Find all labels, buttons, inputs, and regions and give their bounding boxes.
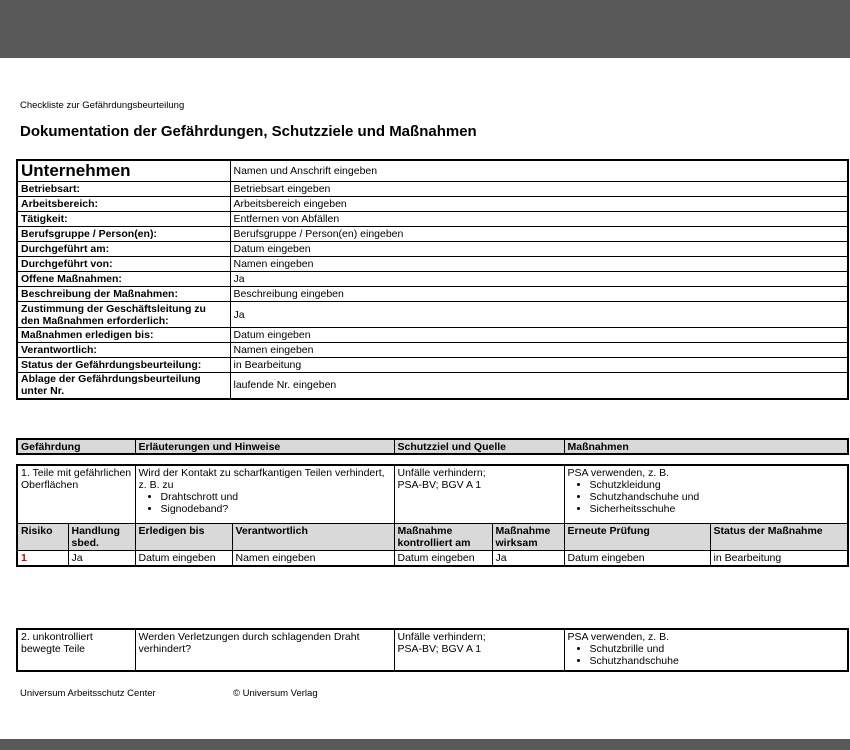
info-row — [17, 287, 848, 302]
company-label: Unternehmen — [17, 160, 230, 182]
value-status[interactable]: in Bearbeitung — [710, 550, 848, 566]
info-key: Verantwortlich: — [17, 343, 230, 358]
hazard-1-measures — [564, 465, 848, 523]
value-handlung[interactable]: Ja — [68, 550, 135, 566]
header-gefaehrdung: Gefährdung — [17, 439, 135, 454]
value-wirksam[interactable]: Ja — [492, 550, 564, 566]
hazard-2-goal — [394, 629, 564, 671]
measure-intro: PSA verwenden, z. B. — [567, 467, 670, 479]
value-erledigen[interactable]: Datum eingeben — [135, 550, 232, 566]
info-row — [17, 212, 848, 227]
page-header: Checkliste zur Gefährdungsbeurteilung — [20, 100, 185, 111]
info-row — [17, 197, 848, 212]
info-row — [17, 242, 848, 257]
hazard-1-explanation — [135, 465, 394, 523]
info-key: Ablage der Gefährdungsbeurteilung unter Nr. — [17, 373, 230, 399]
info-key: Durchgeführt am: — [17, 242, 230, 257]
hazard-1-explanation-list — [139, 491, 391, 515]
hazard-1-goal — [394, 465, 564, 523]
info-key: Offene Maßnahmen: — [17, 272, 230, 287]
info-row — [17, 227, 848, 242]
info-row — [17, 373, 848, 399]
page-title: Dokumentation der Gefährdungen, Schutzziele und Maßnahmen — [20, 123, 477, 140]
hazard-1-name: 1. Teile mit gefährlichen Oberflächen — [17, 465, 135, 523]
value-risiko[interactable]: 1 — [17, 550, 68, 566]
goal-line: Unfälle verhindern; — [397, 467, 486, 479]
value-verantwortlich[interactable]: Namen eingeben — [232, 550, 394, 566]
info-row — [17, 257, 848, 272]
list-item: • Drahtschrott und — [161, 491, 391, 503]
header-schutzziel: Schutzziel und Quelle — [394, 439, 564, 454]
info-value[interactable]: Beschreibung eingeben — [230, 287, 848, 302]
subheader-handlung: Handlung sbed. — [68, 523, 135, 550]
hazard-2-measure-list — [568, 643, 845, 667]
info-row — [17, 182, 848, 197]
info-table — [16, 159, 849, 400]
value-pruefung[interactable]: Datum eingeben — [564, 550, 710, 566]
list-item: • Schutzbrille und — [590, 643, 845, 655]
hazard-1-explanation-text: Wird der Kontakt zu scharfkantigen Teilen verhindert, z. B. zu — [138, 467, 385, 491]
viewer-bottom-bar — [0, 739, 850, 750]
goal-line: PSA-BV; BGV A 1 — [397, 479, 482, 491]
info-key: Berufsgruppe / Person(en): — [17, 227, 230, 242]
info-key: Beschreibung der Maßnahmen: — [17, 287, 230, 302]
viewer-top-bar — [0, 0, 850, 58]
info-value[interactable]: Ja — [230, 302, 848, 328]
info-value[interactable]: Arbeitsbereich eingeben — [230, 197, 848, 212]
list-item: • Sicherheitsschuhe — [590, 503, 844, 515]
info-row — [17, 272, 848, 287]
info-key: Tätigkeit: — [17, 212, 230, 227]
subheader-risiko: Risiko — [17, 523, 68, 550]
info-key: Betriebsart: — [17, 182, 230, 197]
list-item: • Schutzhandschuhe und — [590, 491, 844, 503]
info-row — [17, 302, 848, 328]
info-value[interactable]: Betriebsart eingeben — [230, 182, 848, 197]
info-value[interactable]: Namen eingeben — [230, 257, 848, 272]
info-key: Status der Gefährdungsbeurteilung: — [17, 358, 230, 373]
measure-intro: PSA verwenden, z. B. — [567, 631, 670, 643]
hazard-1-measure-list — [568, 479, 844, 515]
hazard-1-table — [16, 464, 849, 567]
hazard-2-explanation: Werden Verletzungen durch schlagenden Draht verhindert? — [135, 629, 394, 671]
goal-line: Unfälle verhindern; — [397, 631, 486, 643]
hazard-2-name: 2. unkontrolliert bewegte Teile — [17, 629, 135, 671]
info-value[interactable]: laufende Nr. eingeben — [230, 373, 848, 399]
info-key: Zustimmung der Geschäftsleitung zu den Maßnahmen erforderlich: — [17, 302, 230, 328]
info-value[interactable]: Berufsgruppe / Person(en) eingeben — [230, 227, 848, 242]
hazard-2-measures — [564, 629, 848, 671]
info-row-company — [17, 160, 848, 182]
info-row — [17, 343, 848, 358]
subheader-erledigen: Erledigen bis — [135, 523, 232, 550]
hazard-header-table — [16, 438, 849, 455]
company-value[interactable]: Namen und Anschrift eingeben — [230, 160, 848, 182]
subheader-kontrolliert: Maßnahme kontrolliert am — [394, 523, 492, 550]
info-key: Arbeitsbereich: — [17, 197, 230, 212]
header-massnahmen: Maßnahmen — [564, 439, 848, 454]
info-value[interactable]: Namen eingeben — [230, 343, 848, 358]
header-erlaeuterungen: Erläuterungen und Hinweise — [135, 439, 394, 454]
info-key: Durchgeführt von: — [17, 257, 230, 272]
goal-line: PSA-BV; BGV A 1 — [397, 643, 482, 655]
subheader-pruefung: Erneute Prüfung — [564, 523, 710, 550]
subheader-wirksam: Maßnahme wirksam — [492, 523, 564, 550]
list-item: • Schutzhandschuhe — [590, 655, 845, 667]
list-item: • Signodeband? — [161, 503, 391, 515]
list-item: • Schutzkleidung — [590, 479, 844, 491]
info-value[interactable]: Ja — [230, 272, 848, 287]
hazard-2-table — [16, 628, 849, 672]
info-row — [17, 328, 848, 343]
footer-publisher: Universum Arbeitsschutz Center — [20, 688, 156, 699]
info-value[interactable]: Entfernen von Abfällen — [230, 212, 848, 227]
info-row — [17, 358, 848, 373]
subheader-status: Status der Maßnahme — [710, 523, 848, 550]
subheader-verantwortlich: Verantwortlich — [232, 523, 394, 550]
info-value[interactable]: in Bearbeitung — [230, 358, 848, 373]
info-value[interactable]: Datum eingeben — [230, 328, 848, 343]
info-value[interactable]: Datum eingeben — [230, 242, 848, 257]
value-kontrolliert[interactable]: Datum eingeben — [394, 550, 492, 566]
info-key: Maßnahmen erledigen bis: — [17, 328, 230, 343]
footer-copyright: © Universum Verlag — [233, 688, 318, 699]
